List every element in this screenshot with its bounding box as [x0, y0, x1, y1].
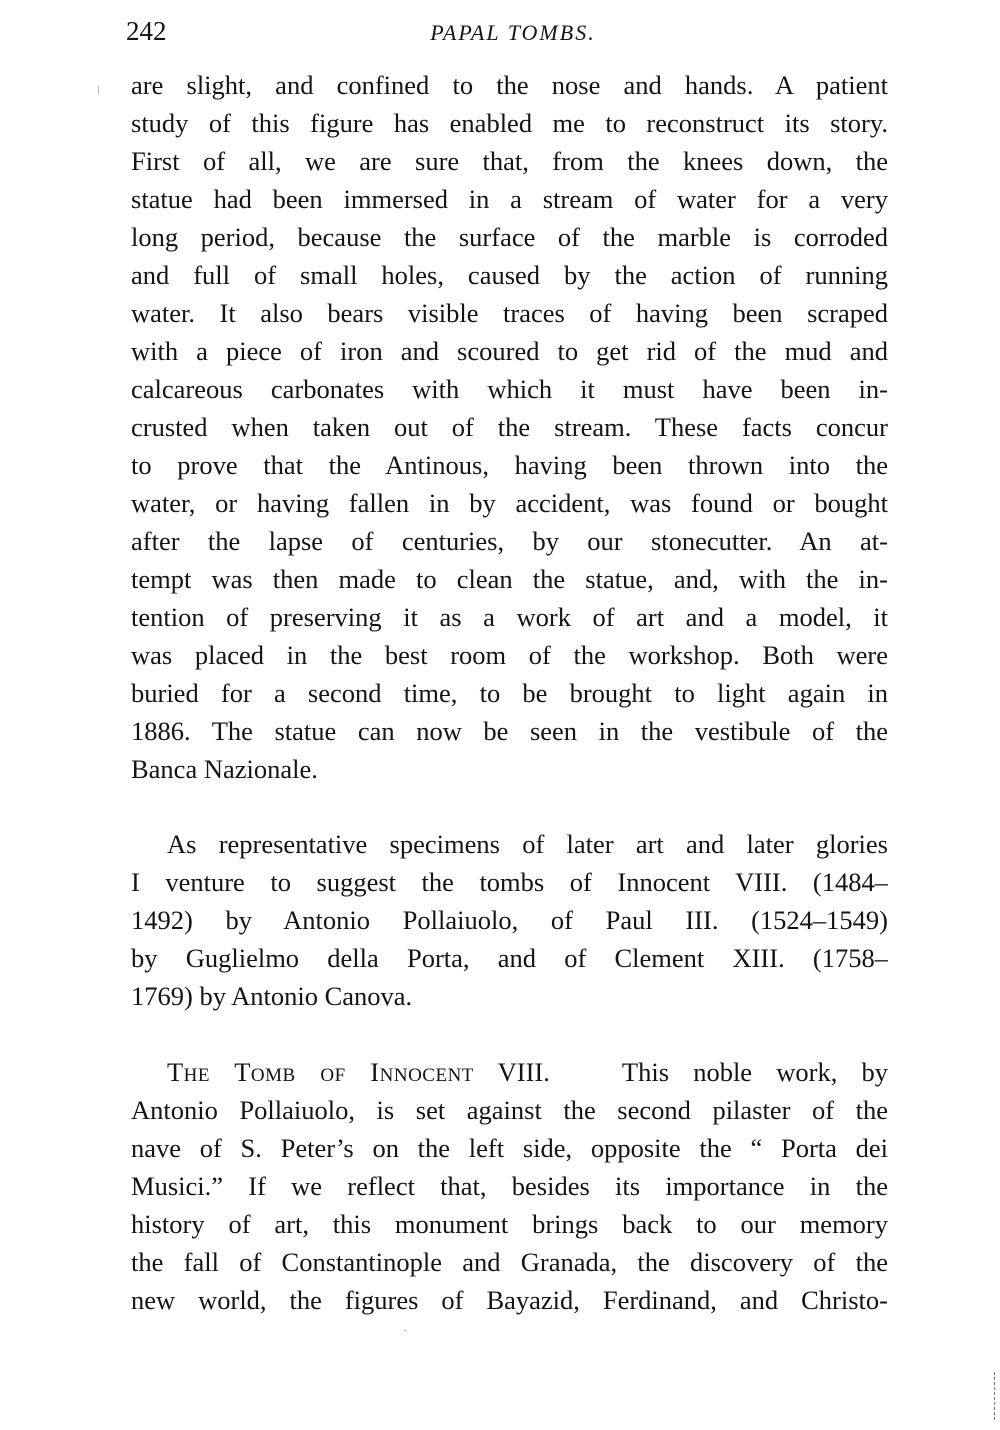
text-line: As representative specimens of later art and later glories: [167, 829, 888, 859]
text-line: long period, because the surface of the marble is corroded: [131, 222, 888, 252]
text-line: are slight, and confined to the nose and hands. A patient: [131, 70, 888, 100]
section-heading: The Tomb of Innocent: [167, 1057, 474, 1087]
text-line: Banca Nazionale.: [131, 754, 318, 784]
text-line: crusted when taken out of the stream. These facts concur: [131, 412, 888, 442]
paragraph-tomb-of-innocent: [131, 1053, 888, 1319]
text-line: nave of S. Peter’s on the left side, opposite the “ Porta dei: [131, 1133, 888, 1163]
text-line: [131, 1053, 888, 1091]
text-line: I venture to suggest the tombs of Innocent VIII. (1484–: [131, 867, 888, 897]
text-line: water, or having fallen in by accident, was found or bought: [131, 488, 888, 518]
text-line: the fall of Constantinople and Granada, the discovery of the: [131, 1247, 888, 1277]
text-line: calcareous carbonates with which it must have been in-: [131, 374, 888, 404]
text-line: 1492) by Antonio Pollaiuolo, of Paul III. (1524–1549): [131, 905, 888, 935]
section-heading-numeral: VIII.: [497, 1057, 550, 1087]
text-line: Musici.” If we reflect that, besides its importance in the: [131, 1171, 888, 1201]
text-line: by Guglielmo della Porta, and of Clement XIII. (1758–: [131, 943, 888, 973]
scan-artifact-left: [98, 86, 99, 94]
scan-artifact-dot: [404, 1330, 406, 1331]
scan-artifact-right: [994, 1372, 996, 1420]
text-line: 1769) by Antonio Canova.: [131, 981, 413, 1011]
paragraph-antinous: [131, 66, 888, 788]
text-line: was placed in the best room of the workshop. Both were: [131, 640, 888, 670]
text-line: new world, the figures of Bayazid, Ferdinand, and Christo-: [131, 1285, 888, 1315]
text-line: after the lapse of centuries, by our stonecutter. An at-: [131, 526, 888, 556]
text-line: 1886. The statue can now be seen in the vestibule of the: [131, 716, 888, 746]
text-line: tempt was then made to clean the statue, and, with the in-: [131, 564, 888, 594]
text-line: study of this figure has enabled me to reconstruct its story.: [131, 108, 888, 138]
text-line: Antonio Pollaiuolo, is set against the second pilaster of the: [131, 1095, 888, 1125]
text-line: water. It also bears visible traces of having been scraped: [131, 298, 888, 328]
text-line: and full of small holes, caused by the action of running: [131, 260, 888, 290]
text-line: buried for a second time, to be brought to light again in: [131, 678, 888, 708]
page-number: 242: [126, 16, 167, 46]
text-line: with a piece of iron and scoured to get rid of the mud and: [131, 336, 888, 366]
text-line: history of art, this monument brings back to our memory: [131, 1209, 888, 1239]
paragraph-representative-tombs: [131, 825, 888, 1015]
running-title: PAPAL TOMBS.: [430, 20, 596, 45]
text-line-rest: This noble work, by: [621, 1057, 888, 1087]
text-line: tention of preserving it as a work of art and a model, it: [131, 602, 888, 632]
text-line: statue had been immersed in a stream of water for a very: [131, 184, 888, 214]
text-line: First of all, we are sure that, from the knees down, the: [131, 146, 888, 176]
text-line: to prove that the Antinous, having been thrown into the: [131, 450, 888, 480]
